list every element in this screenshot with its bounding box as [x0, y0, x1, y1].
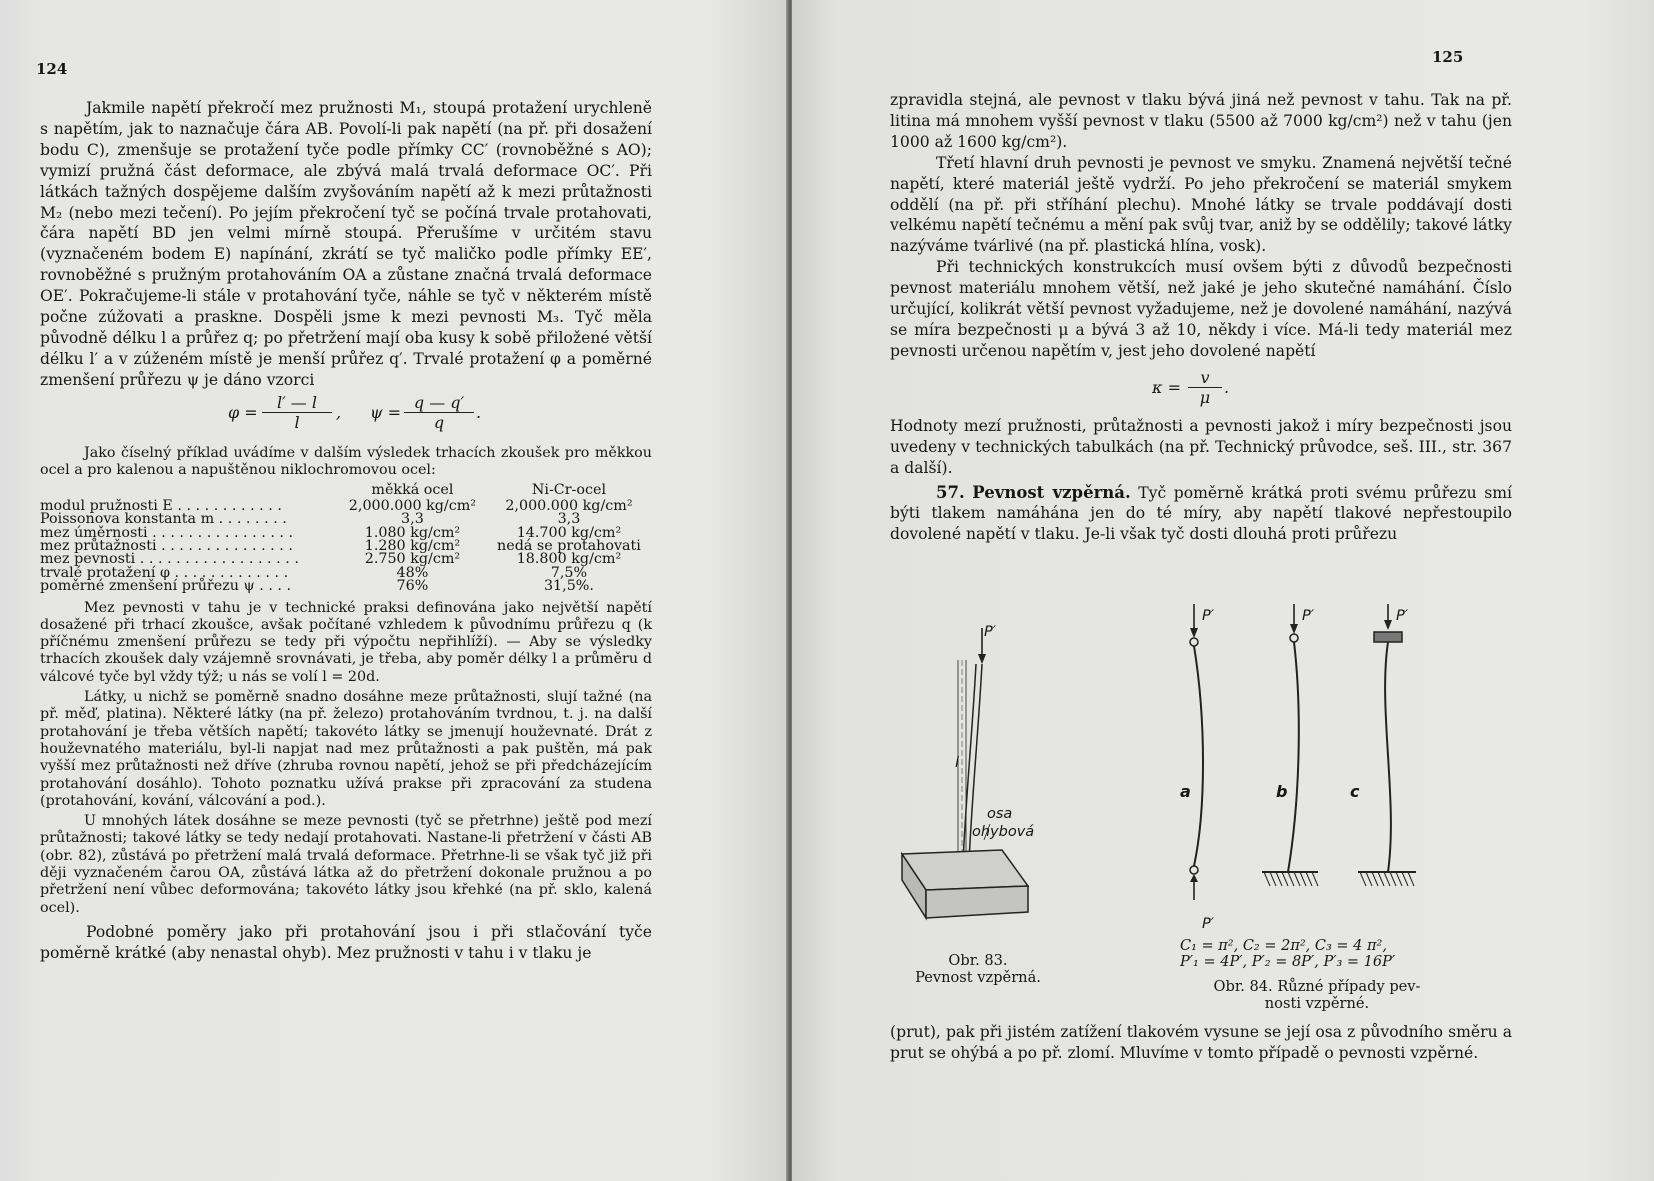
ground-hatch-c	[1360, 872, 1414, 886]
paragraph: (prut), pak při jistém zatížení tlakovém vysune se její osa z původního směru a prut se ohýbá a po př. zlomí. Mluvíme v tomto případě o pevnosti vzpěrné.	[890, 1023, 1512, 1062]
section-title: Pevnost vzpěrná.	[972, 482, 1131, 502]
phi-denominator: l	[294, 412, 300, 432]
table-cell: 1.080 kg/cm²	[364, 524, 461, 541]
table-cell: 7,5%	[550, 564, 588, 581]
psi-numerator: q — q′	[404, 393, 474, 413]
left-text-column	[40, 98, 652, 964]
column-b	[1288, 642, 1299, 872]
table-cell: mez pevnosti . . . . . . . . . . . . . . . . . .	[40, 551, 299, 568]
kappa-end: .	[1224, 377, 1230, 397]
load-label-a: P′	[1202, 608, 1215, 624]
table-cell: Poissonova konstanta m . . . . . . . .	[40, 511, 287, 528]
caption-line: nosti vzpěrné.	[1264, 995, 1370, 1012]
table-cell: 2.750 kg/cm²	[364, 551, 461, 568]
figure-84-formula	[1180, 938, 1460, 970]
table-cell: 1.280 kg/cm²	[364, 537, 461, 554]
table-row	[40, 580, 652, 593]
arrowhead-b	[1290, 624, 1298, 634]
table-cell: poměrné zmenšení průřezu ψ . . . .	[40, 578, 292, 595]
arrowhead-c	[1384, 620, 1392, 630]
section-text: Tyč poměrně krátká proti svému průřezu smí býti tlakem namáhána jen do té míry, aby napětí tlakové nepřestoupilo dovolené napětí v tlaku. Je-li však tyč dosti dlouhá proti průřezu	[890, 483, 1512, 544]
length-label-83: l	[955, 755, 960, 771]
page-number-left: 124	[36, 60, 68, 78]
kappa-lhs: κ =	[1152, 377, 1181, 397]
case-label-b: b	[1276, 782, 1288, 801]
pin-top-b	[1290, 634, 1298, 642]
table-cell: mez úměrnosti . . . . . . . . . . . . . . . .	[40, 524, 294, 541]
base-plate-front	[926, 886, 1028, 918]
table-cell: mez průtažnosti . . . . . . . . . . . . . . .	[40, 537, 293, 554]
paragraph: Při technických konstrukcích musí ovšem býti z důvodů bezpečnosti pevnost materiálu mnohem větší, než jaké je jeho skutečné namáhání. Číslo určující, kolikrát větší pevnost vyžadujeme, než je dovolené namáhání, nazývá se míra bezpečnosti μ a bývá 3 až 10, někdy i více. Má-li tedy materiál mez pevnosti určenou napětím v, jest jeho dovolené napětí	[890, 258, 1512, 360]
right-final-column	[890, 1022, 1512, 1064]
kappa-numerator: v	[1188, 368, 1222, 388]
column-c	[1385, 642, 1391, 872]
load-label-83: P′	[984, 624, 997, 640]
arrowhead-a	[1190, 628, 1198, 638]
phi-numerator: l′ — l	[262, 393, 332, 413]
phi-separator: ,	[336, 402, 342, 422]
psi-end: .	[476, 402, 482, 422]
formula-line: P′₁ = 4P′, P′₂ = 8P′, P′₃ = 16P′	[1180, 954, 1396, 970]
section-paragraph	[890, 483, 1512, 546]
table-intro: Jako číselný příklad uvádíme v dalším výsledek trhacích zkoušek pro měkkou ocel a pro kalenou a napuštěnou niklochromovou ocel:	[40, 444, 652, 478]
paragraph: zpravidla stejná, ale pevnost v tlaku bývá jiná než pevnost v tahu. Tak na př. litina má mnohem vyšší pevnost v tlaku (5500 až 7000 kg/cm²) než v tahu (jen 1000 až 1600 kg/cm²).	[890, 91, 1512, 151]
paragraph: Hodnoty mezí pružnosti, průtažnosti a pevnosti jakož i míry bezpečnosti jsou uvedeny v technických tabulkách (na př. Technický průvodce, seš. III., str. 367 a další).	[890, 416, 1512, 477]
paragraph: Mez pevnosti v tahu je v technické praksi definována jako největší napětí dosažené při trhací zkoušce, avšak počítané vzhledem k původnímu průřezu q (k příčnému zmenšení průřezu se tedy při výpočtu nepřihlíží). — Aby se výsledky trhacích zkoušek daly vzájemně srovnávati, je třeba, aby poměr délky l a průměru d válcové tyče byl vždy týž; u nás se volí l = 20d.	[40, 599, 652, 685]
table-cell: modul pružnosti E . . . . . . . . . . . .	[40, 497, 282, 514]
table-cell: 3,3	[557, 511, 581, 528]
figure-84-caption	[1172, 978, 1462, 1012]
caption-line: Obr. 84. Různé případy pev-	[1213, 978, 1421, 995]
reaction-arrowhead-a	[1190, 874, 1198, 882]
pin-top-a	[1190, 638, 1198, 646]
table-cell: 2,000.000 kg/cm²	[348, 497, 477, 514]
table-cell: 48%	[396, 564, 429, 581]
case-label-c: c	[1350, 782, 1360, 801]
figure-83-diagram	[892, 618, 1132, 948]
clamp-top-c	[1374, 632, 1402, 642]
table-cell: trvalé protažení φ . . . . . . . . . . . . .	[40, 564, 289, 581]
caption-line: Obr. 83.	[948, 952, 1008, 969]
table-header-cell: Ni-Cr-ocel	[531, 482, 607, 499]
formula-kappa	[890, 364, 1512, 416]
section-number: 57.	[936, 482, 965, 502]
formula-line: C₁ = π², C₂ = 2π², C₃ = 4 π²,	[1180, 938, 1387, 954]
formula-phi-psi	[40, 391, 652, 441]
arrowhead-83	[978, 654, 986, 664]
phi-lhs: φ =	[228, 402, 258, 422]
paragraph: U mnohých látek dosáhne se meze pevnosti (tyč se přetrhne) ještě pod mezí průtažnosti; takové látky se tedy nedají protahovati. Nastane-li přetržení v části AB (obr. 82), zůstává po přetržení malá trvalá deformace. Přetrhne-li se však tyč již při ději vyznačeném čarou OA, zůstává látka až do přetržení dokonale pružnou a po přetržení není vůbec deformována; takovéto látky jsou křehké (na př. sklo, kalená ocel).	[40, 813, 652, 916]
paragraph: Látky, u nichž se poměrně snadno dosáhne meze průtažnosti, slují tažné (na př. měď, platina). Některé látky (na př. železo) protahováním tvrdnou, t. j. na další protahování je třeba větších napětí; takovéto látky se jmenují houževnaté. Drát z houževnatého materiálu, byl-li napjat nad mez průtažnosti a pak puštěn, má pak vyšší mez průtažnosti než dříve (zhruba rovnou napětí, jehož se při předcházejícím protahování dosáhlo). Tohoto poznatku užívá prakse při zpracování za studena (protahování, kování, válcování a pod.).	[40, 689, 652, 809]
kappa-fraction	[1188, 368, 1222, 407]
pin-bottom-a	[1190, 866, 1198, 874]
reaction-label-a: P′	[1202, 916, 1215, 932]
psi-lhs: ψ =	[370, 402, 402, 422]
properties-table	[40, 484, 652, 593]
figure-83-caption	[888, 952, 1068, 986]
paragraph: Jakmile napětí překročí mez pružnosti M₁, stoupá protažení urychleně s napětím, jak to naznačuje čára AB. Povolí-li pak napětí (na př. při dosažení bodu C), zmenšuje se protažení tyče podle přímky CC′ (rovnoběžné s AO); vymizí pružná část deformace, ale zbývá malá trvalá deformace OC′. Při látkách tažných dospějeme dalším zvyšováním napětí až k mezi průtažnosti M₂ (nebo mezi tečení). Po jejím překročení tyč se počíná trvale protahovati, čára napětí BD jen velmi mírně stoupá. Přerušíme v určitém stavu (vyznačeném bodem E) napínání, zkrátí se tyč maličko podle přímky EE′, rovnoběžné s pružným protahováním OA a zůstane značná trvalá deformace OE′. Pokračujeme-li stále v protahování tyče, náhle se tyč v některém místě počne zúžovati a praskne. Dospěli jsme k mezi pevnosti M₃. Tyč měla původně délku l a průřez q; po přetržení mají oba kusy k sobě přiložené větší délku l′ a v zúženém místě je menší průřez q′. Trvalé protažení φ a poměrné zmenšení průřezu ψ je dáno vzorci	[40, 99, 652, 389]
caption-line: Pevnost vzpěrná.	[915, 969, 1041, 986]
table-header-cell: měkká ocel	[371, 482, 454, 499]
case-label-a: a	[1180, 782, 1191, 801]
psi-fraction	[404, 393, 474, 432]
left-page	[0, 0, 788, 1181]
axis-label-line-1: osa	[987, 806, 1013, 822]
page-number-right: 125	[1432, 48, 1464, 66]
table-cell: nedá se protahovati	[497, 537, 641, 554]
paragraph: Třetí hlavní druh pevnosti je pevnost ve smyku. Znamená největší tečné napětí, které materiál ještě vydrží. Po jeho překročení se materiál smykem oddělí (na př. při stříhání plechu). Mnohé látky se trvale poddávají dosti velkému napětí tečnému a mění pak svůj tvar, aniž by se oddělily; takové látky nazýváme tvárlivé (na př. plastická hlína, vosk).	[890, 153, 1512, 256]
kappa-denominator: μ	[1199, 387, 1211, 407]
phi-fraction	[262, 393, 332, 432]
right-text-column	[890, 90, 1512, 545]
psi-denominator: q	[433, 412, 445, 432]
table-cell: 31,5%.	[543, 578, 594, 595]
figure-84-diagram	[1152, 600, 1452, 930]
column-a	[1194, 646, 1203, 866]
table-cell: 14.700 kg/cm²	[516, 524, 622, 541]
load-label-c: P′	[1396, 608, 1409, 624]
right-page	[792, 0, 1654, 1181]
ground-hatch-b	[1264, 872, 1318, 886]
axis-label-line-2: ohybová	[972, 824, 1035, 840]
table-cell: 18.800 kg/cm²	[516, 551, 622, 568]
table-cell: 3,3	[401, 511, 424, 528]
table-cell: 2,000.000 kg/cm²	[505, 497, 633, 514]
load-label-b: P′	[1302, 608, 1315, 624]
table-cell: 76%	[396, 578, 429, 595]
paragraph: Podobné poměry jako při protahování jsou i při stlačování tyče poměrně krátké (aby nenastal ohyb). Mez pružnosti v tahu i v tlaku je	[40, 922, 652, 962]
